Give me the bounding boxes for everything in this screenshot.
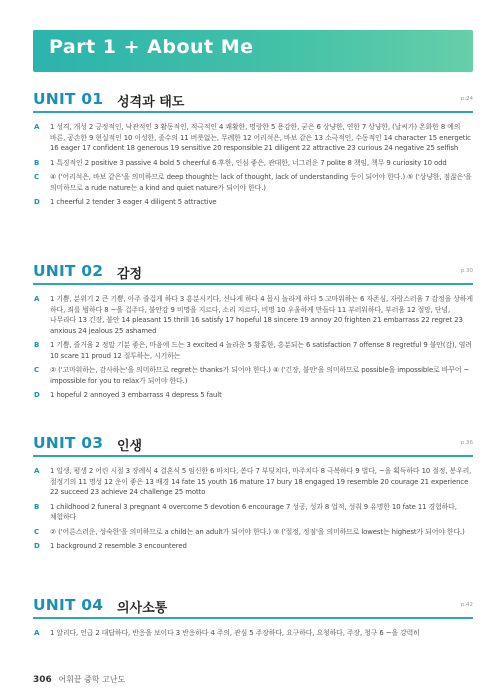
unit-divider	[33, 283, 473, 285]
unit-divider	[33, 455, 473, 457]
answer-item	[33, 294, 473, 336]
part-title: Part 1 + About Me	[49, 36, 254, 58]
answer-item	[33, 390, 473, 401]
answer-text: 1 일생, 평생 2 어린 시절 3 장례식 4 결혼식 5 임신한 6 바치다, 쏟다 7 부딪치다, 마주치다 8 극복하다 9 벌다, ~을 획득하다 10 절정, 봉우리, 절정기의 11 명성 12 운이 좋은 13 배경 14 fate 15 youth 16 mature 17 bury 18 engaged 19 resemble 20 courage 21 experience 22 succeed 23 achieve 24 challenge 25 motto	[50, 467, 472, 496]
unit-page-ref: p.24	[460, 96, 473, 102]
answer-text: 1 특징적인 2 positive 3 passive 4 bold 5 cheerful 6 후한, 인심 좋은, 관대한, 너그러운 7 polite 8 책임, 책무 9 curiosity 10 odd	[50, 158, 447, 167]
answer-text: 1 알리다, 언급 2 대답하다, 반응을 보이다 3 반응하다 4 주의, 관심 5 주장하다, 요구하다, 요청하다, 주장, 청구 6 ~을 강력히	[50, 629, 420, 637]
answer-text: 1 hopeful 2 annoyed 3 embarrass 4 depress 5 fault	[50, 391, 222, 399]
answer-letter: C	[34, 173, 40, 181]
answer-item	[33, 365, 473, 386]
answer-item	[33, 527, 473, 538]
unit-title: 성격과 태도	[117, 95, 185, 110]
unit-title: 인생	[117, 439, 143, 454]
answer-letter: D	[34, 198, 40, 206]
unit-header	[33, 262, 473, 286]
answer-text: ② ('어른스러운, 성숙한'을 의미하므로 a child는 an adult가 되어야 한다.) ③ ('절정, 정점'을 의미하므로 lowest는 highest가 되어야 한다.)	[50, 527, 465, 536]
answer-letter: D	[34, 542, 40, 550]
unit-header	[33, 434, 473, 458]
unit-title: 감정	[117, 267, 143, 282]
answer-item	[33, 197, 473, 208]
unit-divider	[33, 617, 473, 619]
answer-item	[33, 172, 473, 193]
unit-section-04	[33, 596, 473, 643]
unit-section-03	[33, 434, 473, 556]
answer-letter: C	[34, 366, 40, 374]
unit-header	[33, 596, 473, 620]
unit-section-02	[33, 262, 473, 405]
answer-letter: D	[34, 391, 40, 399]
answer-item	[33, 628, 473, 639]
answer-letter: B	[34, 502, 40, 511]
answer-text: 1 background 2 resemble 3 encountered	[50, 542, 187, 550]
unit-number: UNIT 04	[33, 596, 104, 614]
page-number: 306	[33, 675, 52, 685]
answer-item	[33, 158, 473, 169]
answer-letter: A	[34, 467, 40, 475]
answer-letter: B	[34, 158, 40, 167]
unit-page-ref: p.36	[460, 440, 473, 446]
book-title: 어휘끝 중학 고난도	[58, 675, 126, 684]
unit-number: UNIT 01	[33, 90, 104, 108]
answer-text: 1 기쁨, 즐거움 2 정말 기분 좋은, 마음에 드는 3 excited 4 놀라운 5 황홀한, 흥분되는 6 satisfaction 7 offense 8 regretful 9 불안(감), 염려 10 scare 11 proud 12 질투하는, 시기하는	[50, 341, 472, 360]
answer-letter: A	[34, 629, 40, 637]
page-footer	[33, 674, 125, 685]
answer-text: 1 cheerful 2 tender 3 eager 4 diligent 5 attractive	[50, 198, 217, 206]
answer-item	[33, 122, 473, 154]
answer-item	[33, 541, 473, 552]
unit-number: UNIT 03	[33, 434, 104, 452]
unit-number: UNIT 02	[33, 262, 104, 280]
unit-divider	[33, 111, 473, 113]
unit-header	[33, 90, 473, 114]
part-banner	[33, 30, 473, 72]
answer-letter: C	[34, 527, 40, 536]
answer-item	[33, 466, 473, 498]
answer-item	[33, 502, 473, 523]
unit-page-ref: p.30	[460, 268, 473, 274]
answer-text: 1 성격, 개성 2 긍정적인, 낙관적인 3 활동적인, 적극적인 4 쾌활한, 명랑한 5 용감한, 굳은 6 상냥한, 연한 7 상냥한, (날씨가) 온화한 8 예의 바른, 공손한 9 현실적인 10 이성한, 졸수의 11 버릇없는, 무례한 12 어리석은, 바보 같은 13 소극적인, 수동적인 14 character 15 energetic 16 eager 17 confident 18 generous 19 sensitive 20 responsible 21 diligent 22 attractive 23 curious 24 negative 25 selfish	[50, 123, 471, 152]
answer-text: 1 기쁨, 분위기 2 큰 기쁨, 아주 즐겁게 하다 3 흥분시키다, 신나게 하다 4 몹시 놀라게 하다 5 고마워하는 6 자존심, 자랑스러움 7 감정을 상하게 하다, 죄를 범하다 8 ~을 겁주다, 불안감 9 비명을 지르다, 소리 지르다, 비명 10 우울하게 만들다 11 부러워하다, 부러움 12 절망, 단념, 나무라다 13 긴장, 불안 14 pleasant 15 thrill 16 satisfy 17 hopeful 18 sincere 19 annoy 20 frighten 21 embarrass 22 regret 23 anxious 24 jealous 25 ashamed	[50, 295, 473, 335]
unit-section-01	[33, 90, 473, 212]
unit-page-ref: p.42	[460, 602, 473, 608]
answer-letter: A	[34, 123, 40, 131]
answer-letter: A	[34, 295, 40, 303]
answer-text: ② ('고마워하는, 감사하는'을 의미하므로 regret는 thanks가 되어야 한다.) ④ ('긴장, 불안'을 의미하므로 possible을 impossible로 바꾸어 ~ impossible for you to relax가 되어야 한다.)	[50, 366, 470, 385]
answer-item	[33, 340, 473, 361]
answer-text: 1 childhood 2 funeral 3 pregnant 4 overcome 5 devotion 6 encourage 7 성공, 성과 8 업적, 성취 9 유명한 10 fate 11 경험하다, 체험하다	[50, 502, 457, 521]
answer-letter: B	[34, 341, 40, 349]
answer-text: ④ ('어리석은, 바보 같은'을 의미하므로 deep thought는 lack of thought, lack of understanding 등이 되어야 한다.) ⑤ ('상냥한, 점잖은'을 의미하므로 a rude nature는 a kind and quiet nature가 되어야 한다.)	[50, 173, 472, 192]
unit-title: 의사소통	[117, 601, 168, 616]
